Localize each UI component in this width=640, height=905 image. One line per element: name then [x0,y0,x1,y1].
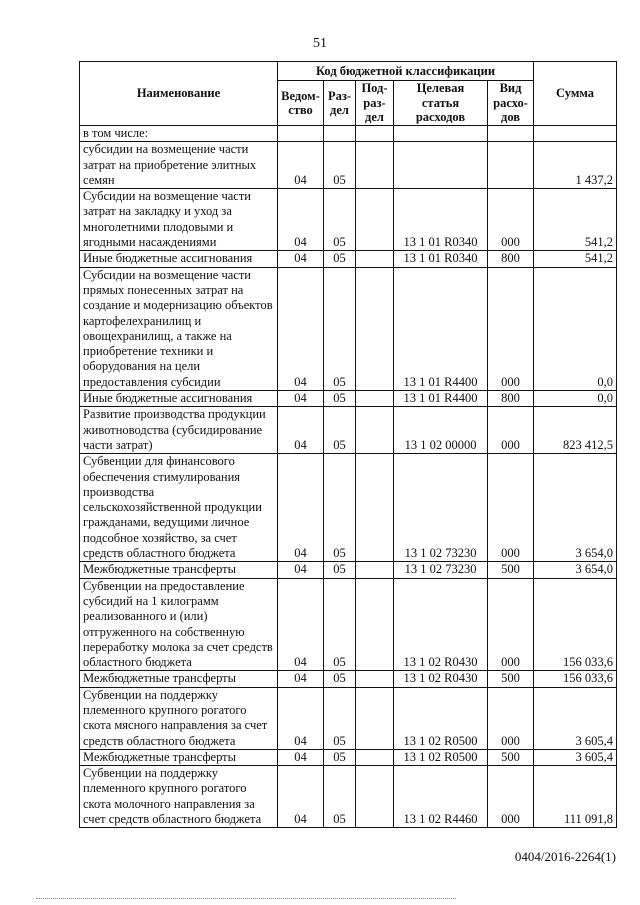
table-row [80,126,617,142]
table-row [80,749,617,765]
row-target-article: 13 1 02 73230 [394,562,488,578]
row-sum [534,126,617,142]
row-podrazdel [356,189,394,251]
header-razdel: Раз-дел [324,81,356,126]
row-target-article [394,142,488,189]
row-expense-type: 000 [488,578,534,671]
row-podrazdel [356,687,394,749]
row-expense-type: 500 [488,562,534,578]
header-sum: Сумма [534,62,617,126]
row-name: Развитие производства продукции животноводства (субсидирование части затрат) [80,407,278,454]
row-expense-type: 500 [488,749,534,765]
row-name: Субсидии на возмещение части прямых понесенных затрат на создание и модернизацию объектов картофелехранилищ и овощехранилищ, а также на приобретение техники и оборудования на цели предоставления субсидии [80,267,278,390]
budget-table [79,61,617,828]
row-podrazdel [356,671,394,687]
row-razdel: 05 [324,578,356,671]
row-vedomstvo: 04 [278,407,324,454]
row-name: Субвенции на поддержку племенного крупного рогатого скота мясного направления за счет средств областного бюджета [80,687,278,749]
row-target-article: 13 1 02 R0500 [394,749,488,765]
table-row [80,251,617,267]
row-razdel: 05 [324,142,356,189]
row-podrazdel [356,407,394,454]
header-name: Наименование [80,62,278,126]
table-row [80,391,617,407]
row-sum: 156 033,6 [534,578,617,671]
row-razdel: 05 [324,251,356,267]
row-target-article: 13 1 02 R0500 [394,687,488,749]
table-row [80,454,617,562]
row-sum: 823 412,5 [534,407,617,454]
document-code: 0404/2016-2264(1) [514,849,616,864]
row-podrazdel [356,454,394,562]
row-podrazdel [356,126,394,142]
page-number: 51 [313,36,327,51]
row-name: Субвенции на поддержку племенного крупного рогатого скота молочного направления за счет средств областного бюджета [80,766,278,828]
row-target-article: 13 1 02 R0430 [394,578,488,671]
row-target-article [394,126,488,142]
table-row [80,142,617,189]
row-razdel: 05 [324,407,356,454]
row-expense-type: 800 [488,251,534,267]
row-name: Субсидии на возмещение части затрат на закладку и уход за многолетними плодовыми и ягодными насаждениями [80,189,278,251]
row-razdel: 05 [324,766,356,828]
row-podrazdel [356,267,394,390]
table-row [80,189,617,251]
row-razdel: 05 [324,267,356,390]
row-expense-type: 500 [488,671,534,687]
row-sum: 0,0 [534,267,617,390]
row-target-article: 13 1 01 R4400 [394,267,488,390]
row-razdel: 05 [324,454,356,562]
row-podrazdel [356,766,394,828]
row-sum: 3 654,0 [534,562,617,578]
row-vedomstvo [278,126,324,142]
row-target-article: 13 1 01 R0340 [394,251,488,267]
row-vedomstvo: 04 [278,391,324,407]
row-name: Иные бюджетные ассигнования [80,391,278,407]
table-row [80,687,617,749]
row-podrazdel [356,142,394,189]
row-vedomstvo: 04 [278,251,324,267]
row-razdel: 05 [324,671,356,687]
header-expense-type: Вид расхо-дов [488,81,534,126]
row-vedomstvo: 04 [278,562,324,578]
row-name: Межбюджетные трансферты [80,562,278,578]
row-vedomstvo: 04 [278,267,324,390]
row-podrazdel [356,562,394,578]
row-razdel: 05 [324,562,356,578]
row-razdel: 05 [324,749,356,765]
row-sum: 156 033,6 [534,671,617,687]
row-razdel: 05 [324,687,356,749]
row-name: Субвенции для финансового обеспечения стимулирования производства сельскохозяйственной продукции гражданами, ведущими личное подсобное хозяйство, за счет средств областного бюджета [80,454,278,562]
row-expense-type: 000 [488,687,534,749]
row-razdel: 05 [324,391,356,407]
row-vedomstvo: 04 [278,749,324,765]
row-expense-type [488,142,534,189]
row-expense-type: 000 [488,454,534,562]
header-target-article: Целевая статья расходов [394,81,488,126]
row-vedomstvo: 04 [278,766,324,828]
row-vedomstvo: 04 [278,142,324,189]
table-row [80,407,617,454]
table-row [80,562,617,578]
row-expense-type [488,126,534,142]
row-name: Субвенции на предоставление субсидий на 1 килограмм реализованного и (или) отгруженного на собственную переработку молока за счет средств областного бюджета [80,578,278,671]
row-sum: 3 654,0 [534,454,617,562]
row-sum: 541,2 [534,251,617,267]
row-razdel: 05 [324,189,356,251]
table-row [80,267,617,390]
row-vedomstvo: 04 [278,578,324,671]
row-razdel [324,126,356,142]
row-expense-type: 000 [488,766,534,828]
row-vedomstvo: 04 [278,454,324,562]
scan-noise-line [36,898,456,902]
row-target-article: 13 1 02 R0430 [394,671,488,687]
row-expense-type: 000 [488,189,534,251]
row-podrazdel [356,749,394,765]
row-podrazdel [356,578,394,671]
row-vedomstvo: 04 [278,687,324,749]
row-expense-type: 000 [488,407,534,454]
row-name: Межбюджетные трансферты [80,671,278,687]
row-sum: 1 437,2 [534,142,617,189]
row-target-article: 13 1 02 R4460 [394,766,488,828]
header-budget-classification: Код бюджетной классификации [278,62,534,81]
header-vedomstvo: Ведом-ство [278,81,324,126]
table-row [80,578,617,671]
table-row [80,766,617,828]
row-vedomstvo: 04 [278,671,324,687]
header-podrazdel: Под-раз-дел [356,81,394,126]
row-expense-type: 800 [488,391,534,407]
row-name: субсидии на возмещение части затрат на приобретение элитных семян [80,142,278,189]
row-vedomstvo: 04 [278,189,324,251]
table-row [80,671,617,687]
row-target-article: 13 1 01 R4400 [394,391,488,407]
row-sum: 0,0 [534,391,617,407]
row-podrazdel [356,391,394,407]
row-name: в том числе: [80,126,278,142]
row-podrazdel [356,251,394,267]
row-target-article: 13 1 02 73230 [394,454,488,562]
row-target-article: 13 1 01 R0340 [394,189,488,251]
row-expense-type: 000 [488,267,534,390]
row-sum: 541,2 [534,189,617,251]
row-sum: 3 605,4 [534,749,617,765]
row-sum: 3 605,4 [534,687,617,749]
table-body [80,126,617,828]
row-target-article: 13 1 02 00000 [394,407,488,454]
row-name: Иные бюджетные ассигнования [80,251,278,267]
row-sum: 111 091,8 [534,766,617,828]
row-name: Межбюджетные трансферты [80,749,278,765]
